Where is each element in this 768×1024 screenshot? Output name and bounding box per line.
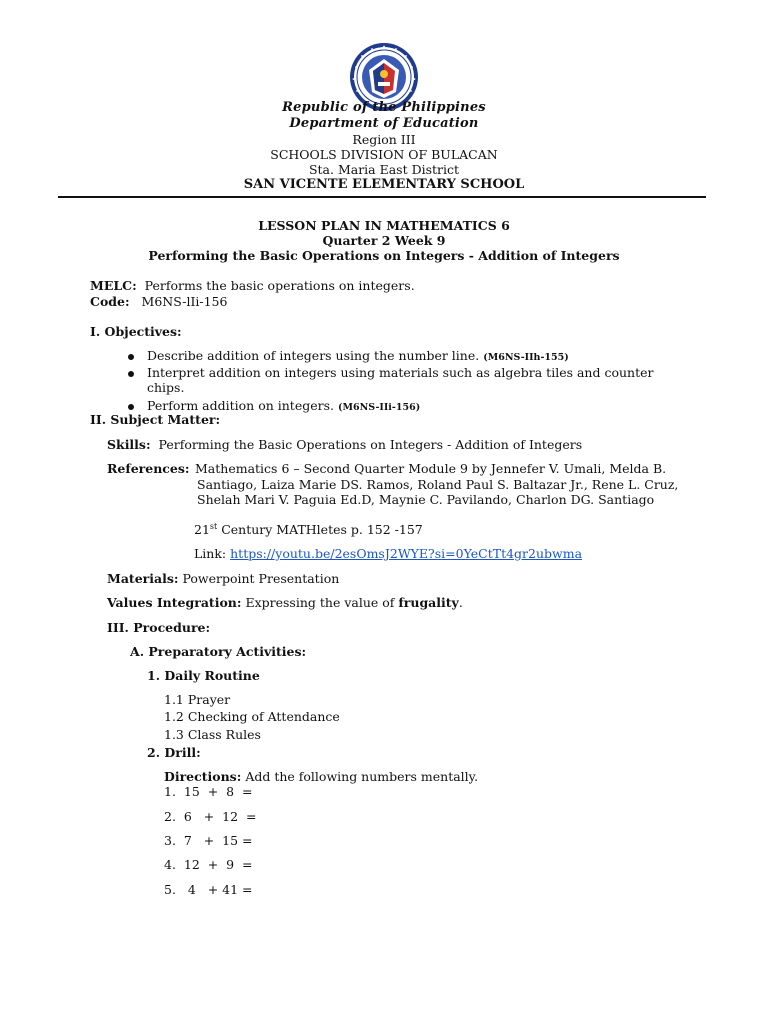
code-row bbox=[90, 294, 227, 309]
objective-text: Describe addition of integers using the number line. bbox=[147, 348, 480, 363]
skills-label: Skills: bbox=[107, 437, 151, 452]
materials-value: Powerpoint Presentation bbox=[182, 571, 340, 586]
lesson-title: LESSON PLAN IN MATHEMATICS 6 bbox=[258, 218, 510, 233]
routine-item-1: 1.1 Prayer bbox=[164, 692, 231, 707]
drill-heading: 2. Drill: bbox=[147, 745, 201, 760]
objective-item-2: Interpret addition on integers using materials such as algebra tiles and counter bbox=[147, 365, 654, 380]
header-divider bbox=[58, 196, 706, 198]
century-title: Century MATHletes p. 152 -157 bbox=[217, 522, 423, 537]
objective-item-1 bbox=[147, 348, 569, 363]
routine-item-3: 1.3 Class Rules bbox=[164, 727, 261, 742]
lesson-topic: Performing the Basic Operations on Integers - Addition of Integers bbox=[148, 248, 620, 263]
values-value: Expressing the value of bbox=[245, 595, 395, 610]
drill-item-2: 2. 6 + 12 = bbox=[164, 809, 257, 824]
drill-item-1: 1. 15 + 8 = bbox=[164, 784, 253, 799]
century-reference bbox=[194, 522, 423, 537]
objective-code: (M6NS-IIi-156) bbox=[337, 402, 421, 413]
bullet-icon bbox=[128, 371, 134, 377]
values-row bbox=[107, 595, 463, 610]
directions-value: Add the following numbers mentally. bbox=[245, 769, 479, 784]
materials-row bbox=[107, 571, 339, 586]
objective-text: Perform addition on integers. bbox=[147, 398, 334, 413]
melc-value: Performs the basic operations on integers. bbox=[144, 278, 415, 293]
subject-matter-heading: II. Subject Matter: bbox=[90, 412, 221, 427]
objective-item-3 bbox=[147, 398, 420, 413]
drill-item-4: 4. 12 + 9 = bbox=[164, 857, 253, 872]
century-suffix: st bbox=[209, 521, 218, 531]
objective-item-2-cont: chips. bbox=[147, 380, 185, 395]
materials-label: Materials: bbox=[107, 571, 179, 586]
code-label: Code: bbox=[90, 294, 130, 309]
bullet-icon bbox=[128, 404, 134, 410]
objective-code: (M6NS-IIh-155) bbox=[483, 352, 569, 363]
link-label: Link: bbox=[194, 546, 227, 561]
link-row bbox=[194, 546, 582, 561]
division-text: SCHOOLS DIVISION OF BULACAN bbox=[270, 147, 498, 162]
bullet-icon bbox=[128, 354, 134, 360]
district-text: Sta. Maria East District bbox=[308, 162, 460, 177]
values-label: Values Integration: bbox=[107, 595, 242, 610]
reference-line-3: Shelah Mari V. Paguia Ed.D, Maynie C. Pavilando, Charlon DG. Santiago bbox=[197, 492, 655, 507]
code-value: M6NS-lIi-156 bbox=[141, 294, 228, 309]
quarter-week: Quarter 2 Week 9 bbox=[322, 233, 446, 248]
preparatory-heading: A. Preparatory Activities: bbox=[130, 644, 307, 659]
directions-label: Directions: bbox=[164, 769, 242, 784]
department-heading: Department of Education bbox=[289, 116, 479, 131]
reference-line-1: Mathematics 6 – Second Quarter Module 9 by Jennefer V. Umali, Melda B. bbox=[195, 461, 667, 476]
values-keyword: frugality bbox=[398, 595, 459, 610]
values-end: . bbox=[458, 595, 463, 610]
school-name: SAN VICENTE ELEMENTARY SCHOOL bbox=[243, 177, 525, 192]
drill-item-3: 3. 7 + 15 = bbox=[164, 833, 253, 848]
daily-routine-heading: 1. Daily Routine bbox=[147, 668, 260, 683]
republic-heading: Republic of the Philippines bbox=[282, 100, 486, 115]
region-text: Region III bbox=[352, 132, 416, 147]
objectives-heading: I. Objectives: bbox=[90, 324, 182, 339]
drill-item-5: 5. 4 + 41 = bbox=[164, 882, 253, 897]
melc-row bbox=[90, 278, 415, 293]
melc-label: MELC: bbox=[90, 278, 137, 293]
skills-value: Performing the Basic Operations on Integers - Addition of Integers bbox=[158, 437, 583, 452]
directions-row bbox=[164, 769, 478, 784]
routine-item-2: 1.2 Checking of Attendance bbox=[164, 709, 340, 724]
video-link[interactable]: https://youtu.be/2esOmsJ2WYE?si=0YeCtTt4gr2ubwma bbox=[230, 546, 583, 561]
procedure-heading: III. Procedure: bbox=[107, 620, 211, 635]
skills-row bbox=[107, 437, 582, 452]
century-number: 21 bbox=[194, 522, 210, 537]
reference-line-2: Santiago, Laiza Marie DS. Ramos, Roland Paul S. Baltazar Jr., Rene L. Cruz, bbox=[197, 477, 679, 492]
references-label: References: bbox=[107, 461, 190, 476]
